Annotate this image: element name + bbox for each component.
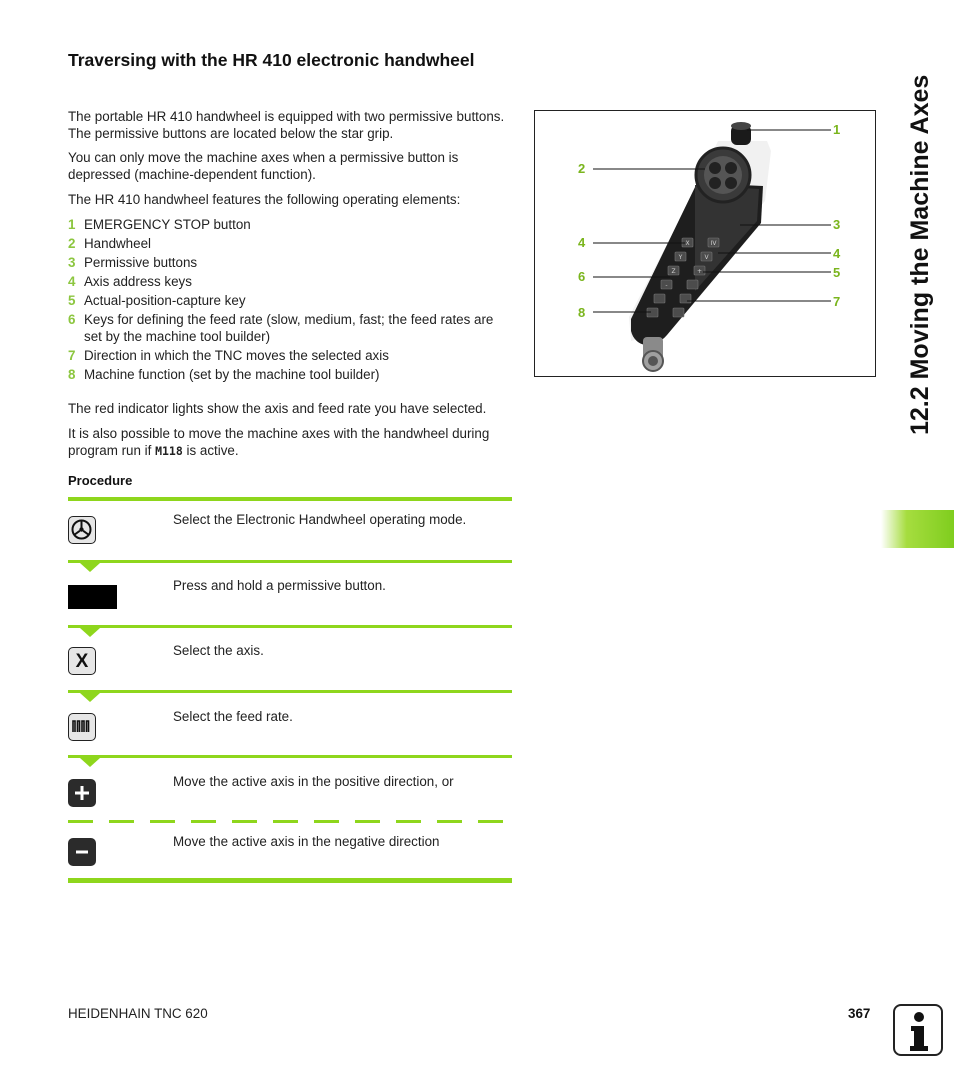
procedure-end-bar <box>68 878 512 883</box>
m118-code: M118 <box>155 443 183 458</box>
handwheel-mode-key-icon <box>68 516 96 544</box>
device-key-iv: IV <box>710 240 717 247</box>
device-key-z: Z <box>671 268 676 275</box>
step-arrow <box>80 563 100 572</box>
callout-2: 2 <box>578 161 586 176</box>
list-item: 7 Direction in which the TNC moves the selected axis <box>68 348 389 364</box>
step-arrow <box>80 693 100 702</box>
list-item: 8 Machine function (set by the machine tool builder) <box>68 367 380 383</box>
callout-7: 7 <box>833 294 841 309</box>
step-divider <box>68 625 512 628</box>
handwheel-illustration <box>535 111 876 377</box>
step-divider <box>68 497 512 501</box>
section-heading: Traversing with the HR 410 electronic handwheel <box>68 50 475 70</box>
list-item: 6 Keys for defining the feed rate (slow, medium, fast; the feed rates are set by the machine tool builder) <box>68 312 494 344</box>
device-key-x: X <box>685 240 690 247</box>
step-text: Press and hold a permissive button. <box>173 578 386 593</box>
callout-4-left: 4 <box>578 235 586 250</box>
callout-1: 1 <box>833 122 841 137</box>
intro-paragraph-1: The portable HR 410 handwheel is equipped with two permissive buttons. The permissive buttons are located below the star grip. <box>68 109 505 141</box>
step-divider <box>68 755 512 758</box>
list-item: 3 Permissive buttons <box>68 255 198 271</box>
side-chapter-title <box>894 40 944 440</box>
step-divider <box>68 690 512 693</box>
feed-rate-key-icon <box>68 713 96 741</box>
info-icon <box>893 1004 943 1056</box>
step-arrow <box>80 758 100 767</box>
device-key-plus: + <box>696 268 703 275</box>
callout-4-right: 4 <box>833 246 841 261</box>
footer-product: HEIDENHAIN TNC 620 <box>68 1006 208 1021</box>
callout-8: 8 <box>578 305 586 320</box>
step-divider <box>68 560 512 563</box>
device-key-y: Y <box>678 254 683 261</box>
list-item: 5 Actual-position-capture key <box>68 293 246 309</box>
step-text: Select the Electronic Handwheel operating mode. <box>173 512 467 527</box>
procedure-title: Procedure <box>68 473 133 488</box>
chapter-thumb-tab <box>881 510 954 548</box>
intro-paragraph-2: You can only move the machine axes when a permissive button is depressed (machine-dependent function). <box>68 150 459 182</box>
step-text: Select the feed rate. <box>173 709 293 724</box>
callout-3: 3 <box>833 217 841 232</box>
axis-x-key-icon: X <box>68 647 96 675</box>
step-text: Move the active axis in the positive direction, or <box>173 774 454 789</box>
list-item: 4 Axis address keys <box>68 274 192 290</box>
callout-5: 5 <box>833 265 841 280</box>
step-arrow <box>80 628 100 637</box>
svg-text:12.2 Moving the Machine Axes: 12.2 Moving the Machine Axes <box>906 74 934 435</box>
intro-paragraph-3: The HR 410 handwheel features the following operating elements: <box>68 192 461 207</box>
permissive-button-icon <box>68 585 117 609</box>
hr410-figure <box>534 110 876 377</box>
operating-elements-list <box>68 217 513 386</box>
program-run-paragraph: It is also possible to move the machine axes with the handwheel during program run if M118 is active. <box>68 426 490 458</box>
list-item: 2 Handwheel <box>68 236 151 252</box>
minus-key-icon <box>68 838 96 866</box>
step-text: Select the axis. <box>173 643 264 658</box>
device-key-v: V <box>704 254 709 261</box>
list-item: 1 EMERGENCY STOP button <box>68 217 251 232</box>
indicator-paragraph: The red indicator lights show the axis and feed rate you have selected. <box>68 401 487 416</box>
step-text: Move the active axis in the negative direction <box>173 834 440 849</box>
page-number: 367 <box>848 1006 871 1021</box>
device-key-minus: - <box>665 282 668 289</box>
callout-6: 6 <box>578 269 586 284</box>
plus-key-icon <box>68 779 96 807</box>
alternative-divider <box>68 820 512 823</box>
